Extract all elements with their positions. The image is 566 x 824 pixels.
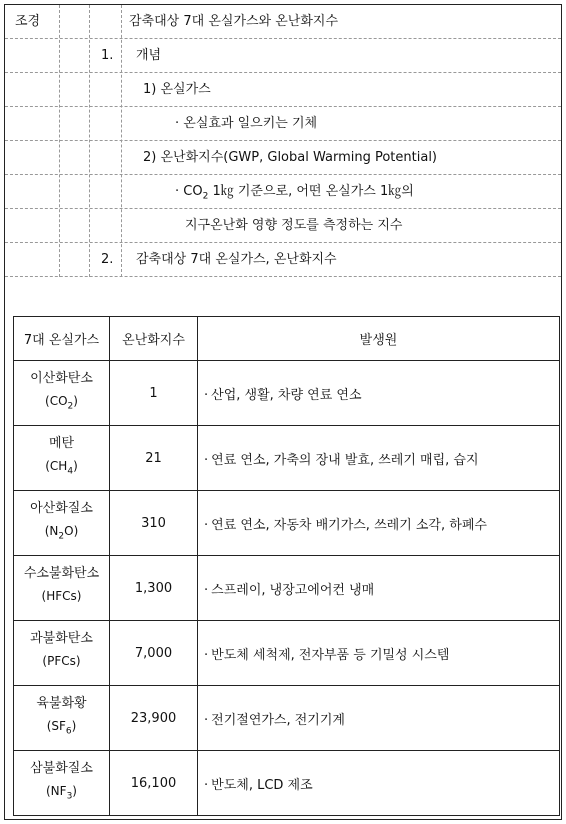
- table-row: [14, 361, 560, 426]
- table-row: [14, 426, 560, 491]
- source-cell: · 반도체 세척제, 전자부품 등 기밀성 시스템: [198, 621, 560, 686]
- table-row: [14, 621, 560, 686]
- gas-name-cell: 육불화황 $(SF_6)$: [14, 686, 110, 751]
- gwp-cell: 1: [110, 361, 198, 426]
- column-divider: [89, 5, 90, 277]
- sub2-bullet-text: · $CO_2$ 1㎏ 기준으로, 어떤 온실가스 1㎏의: [175, 184, 414, 202]
- table-row: [14, 556, 560, 621]
- header-gwp: 온난화지수: [110, 317, 198, 361]
- header-source: 발생원: [198, 317, 560, 361]
- sub1-bullet-text: · 온실효과 일으키는 기체: [175, 116, 318, 131]
- category-label: 조경: [15, 14, 41, 29]
- table-row: [14, 686, 560, 751]
- source-cell: · 연료 연소, 가축의 장내 발효, 쓰레기 매립, 습지: [198, 426, 560, 491]
- source-cell: · 반도체, LCD 제조: [198, 751, 560, 816]
- source-cell: · 산업, 생활, 차량 연료 연소: [198, 361, 560, 426]
- gas-name-cell: 과불화탄소 (PFCs): [14, 621, 110, 686]
- gwp-cell: 7,000: [110, 621, 198, 686]
- document-frame: [4, 4, 562, 820]
- greenhouse-gas-table: [13, 316, 560, 816]
- gwp-cell: 16,100: [110, 751, 198, 816]
- item1-text: 개념: [136, 48, 162, 63]
- table-row: [14, 491, 560, 556]
- header-gas: 7대 온실가스: [14, 317, 110, 361]
- gas-name-cell: 삼불화질소 $(NF_3)$: [14, 751, 110, 816]
- item2-number: 2.: [101, 252, 114, 267]
- source-cell: · 스프레이, 냉장고에어컨 냉매: [198, 556, 560, 621]
- gas-name-cell: 아산화질소 $(N_2O)$: [14, 491, 110, 556]
- gwp-cell: 1,300: [110, 556, 198, 621]
- gwp-cell: 21: [110, 426, 198, 491]
- source-cell: · 연료 연소, 자동차 배기가스, 쓰레기 소각, 하폐수: [198, 491, 560, 556]
- gwp-cell: 23,900: [110, 686, 198, 751]
- gas-name-cell: 수소불화탄소 (HFCs): [14, 556, 110, 621]
- gas-name-cell: 이산화탄소 $(CO_2)$: [14, 361, 110, 426]
- sub2-heading: 2) 온난화지수(GWP, Global Warming Potential): [143, 150, 437, 165]
- column-divider: [59, 5, 60, 277]
- section-title: 감축대상 7대 온실가스와 온난화지수: [129, 14, 339, 29]
- column-divider: [121, 5, 122, 277]
- item1-number: 1.: [101, 48, 114, 63]
- source-cell: · 전기절연가스, 전기기계: [198, 686, 560, 751]
- table-row: [14, 751, 560, 816]
- table-header-row: [14, 317, 560, 361]
- sub1-heading: 1) 온실가스: [143, 82, 211, 97]
- item2-text: 감축대상 7대 온실가스, 온난화지수: [136, 252, 337, 267]
- sub2-bullet-line2: 지구온난화 영향 정도를 측정하는 지수: [185, 218, 403, 233]
- gwp-cell: 310: [110, 491, 198, 556]
- gas-name-cell: 메탄 $(CH_4)$: [14, 426, 110, 491]
